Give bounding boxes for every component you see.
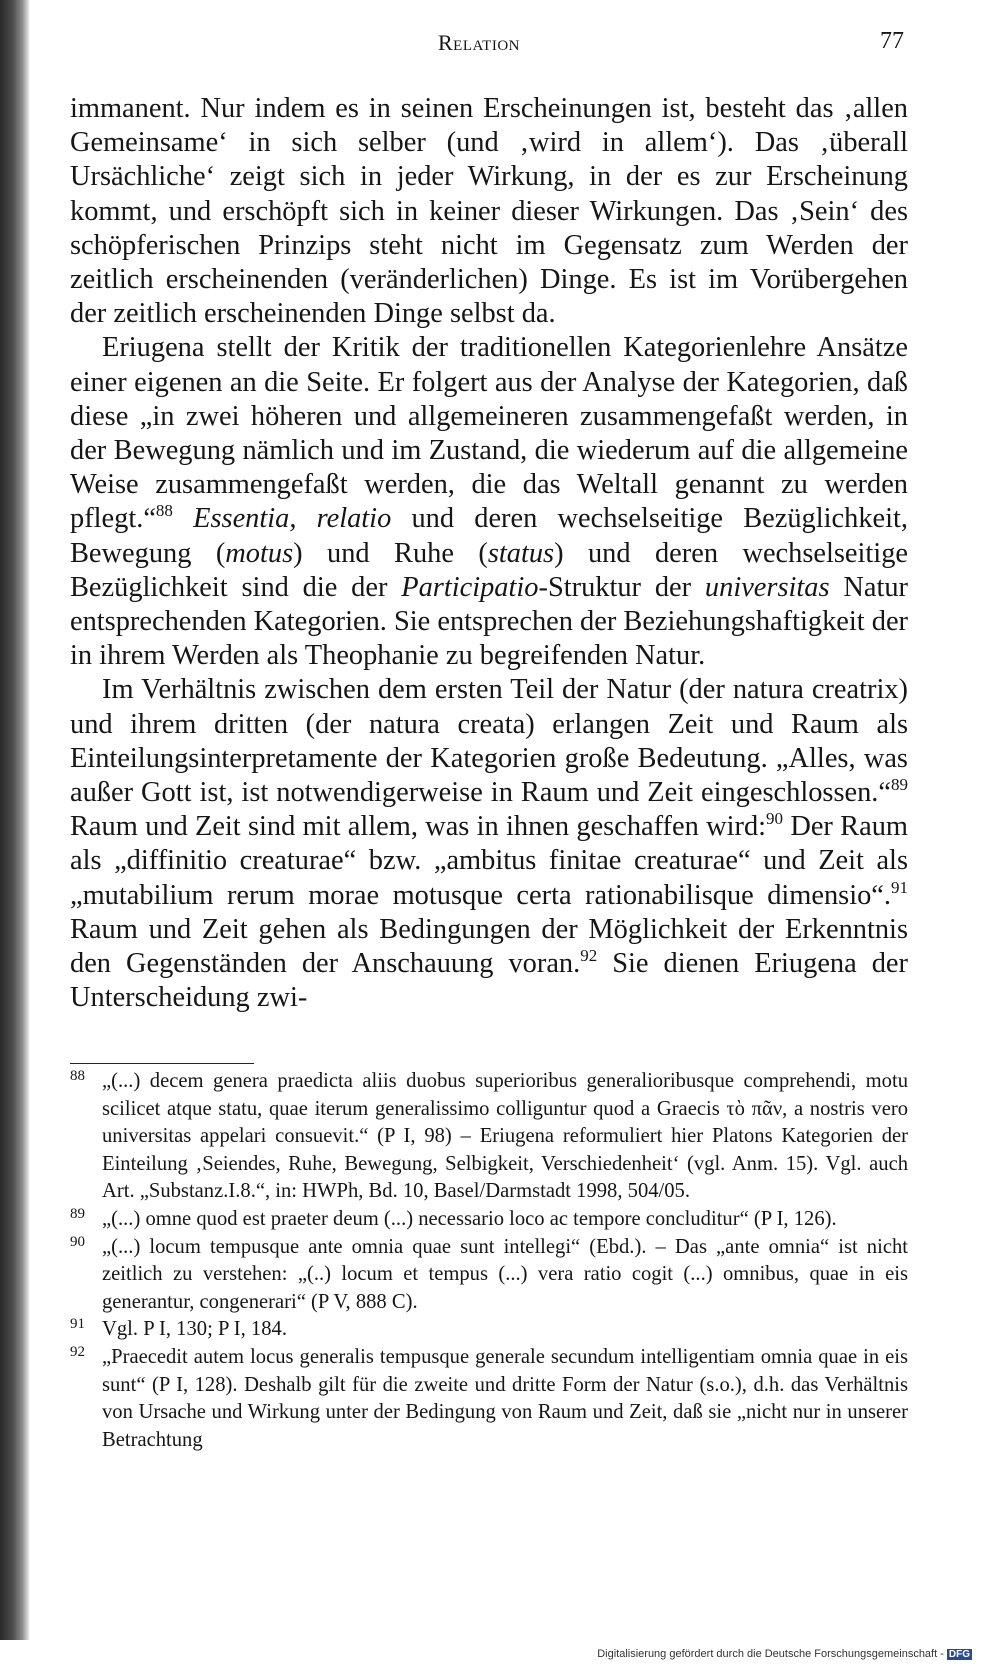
footnote-90 (70, 1234, 908, 1317)
paragraph-1: immanent. Nur indem es in seinen Erscheinungen ist, besteht das ‚allen Gemeinsame‘ in sich selber (und ‚wird in allem‘). Das ‚überall Ursächliche‘ zeigt sich in jeder Wirkung, in der es zur Erscheinung kommt, und erschöpft sich in keiner dieser Wirkungen. Das ‚Sein‘ des schöpferischen Prinzips steht nicht im Gegensatz zum Werden der zeitlich erscheinenden (veränderlichen) Dinge. Es ist im Vorübergehen der zeitlich erscheinenden Dinge selbst da. (70, 93, 908, 330)
running-head (0, 28, 1000, 60)
digitization-credit-strip (0, 1640, 1000, 1670)
footnote-number: 88 (70, 1068, 85, 1084)
footnote-92 (70, 1344, 908, 1454)
footnote-text: „(...) omne quod est praeter deum (...) necessario loco ac tempore concluditur“ (P I, 126). (102, 1207, 837, 1230)
dfg-logo-icon: DFG (948, 1648, 970, 1660)
digitization-credit: Digitalisierung gefördert durch die Deutsche Forschungsgemeinschaft - DFG (597, 1648, 970, 1660)
footnote-text: „(...) locum tempusque ante omnia quae sunt intellegi“ (Ebd.). – Das „ante omnia“ ist nicht zeitlich zu verstehen: „(..) locum et tempus (...) vera ratio cogit (...) omnibus, quae in eis generantur, congenerari“ (P V, 888 C). (102, 1235, 908, 1313)
footnote-number: 91 (70, 1316, 85, 1333)
footnotes (70, 1068, 908, 1454)
footnote-separator (70, 1063, 254, 1064)
footnote-ref-89[interactable]: 89 (891, 775, 908, 795)
footnote-number: 90 (70, 1233, 85, 1250)
running-title: Relation (438, 30, 520, 55)
page-number: 77 (880, 28, 904, 54)
footnote-91 (70, 1316, 908, 1344)
paragraph-3: Im Verhältnis zwischen dem ersten Teil der Natur (der natura creatrix) und ihrem dritten (der natura creata) erlangen Zeit und Raum als Einteilungsinterpretamente der Kategorien große Bedeutung. „Alles, was außer Gott ist, ist notwendigerweise in Raum und Zeit eingeschlossen.“$^{89}$ Raum und Zeit sind mit allem, was in ihnen geschaffen wird:$^{90}$ Der Raum als „diffinitio creaturae“ bzw. „ambitus finitae creaturae“ und Zeit als „mutabilium rerum morae motusque certa rationabilisque dimensio“.$^{91}$ Raum und Zeit gehen als Bedingungen der Möglichkeit der Erkenntnis den Gegenständen der Anschauung voran.$^{92}$ Sie dienen Eriugena der Unterscheidung zwi- (70, 674, 908, 1014)
footnote-ref-88[interactable]: 88 (155, 501, 173, 521)
footnote-text: „(...) decem genera praedicta aliis duobus superioribus generalioribusque comprehendi, motu scilicet atque statu, quae iterum generalissimo colliguntur quod a Graecis τὸ πᾶν, a nostris vero universitas appelari consuevit.“ (P I, 98) – Eriugena reformuliert hier Platons Kategorien der Einteilung ‚Seiendes, Ruhe, Bewegung, Selbigkeit, Verschiedenheit‘ (vgl. Anm. 15). Vgl. auch Art. „Substanz.I.8.“, in: HWPh, Bd. 10, Basel/Darmstadt 1998, 504/05. (102, 1070, 908, 1203)
footnote-ref-92[interactable]: 92 (580, 946, 598, 966)
footnote-ref-91[interactable]: 91 (891, 877, 908, 897)
footnote-text: Vgl. P I, 130; P I, 184. (102, 1318, 287, 1341)
footnote-text: „Praecedit autem locus generalis tempusque generale secundum intelligentiam omnia quae in eis sunt“ (P I, 128). Deshalb gilt für die zweite und dritte Form der Natur (s.o.), d.h. das Verhältnis von Ursache und Wirkung unter der Bedingung von Raum und Zeit, daß sie „nicht nur in unserer Betrachtung (102, 1345, 908, 1451)
footnote-number: 89 (70, 1205, 85, 1222)
footnote-88 (70, 1068, 908, 1206)
paragraph-2: Eriugena stellt der Kritik der traditionellen Kategorienlehre Ansätze einer eigenen an die Seite. Er folgert aus der Analyse der Kategorien, daß diese „in zwei höheren und allgemeineren zusammengefaßt werden, in der Bewegung nämlich und im Zustand, die wiederum auf die allgemeine Weise zusammengefaßt werden, die das Weltall genannt zu werden pflegt.“$^{88}$ Essentia, relatio und deren wechselseitige Bezüglichkeit, Bewegung (motus) und Ruhe (status) und deren wechselseitige Bezüglichkeit sind die der Participatio-Struktur der universitas Natur entsprechenden Kategorien. Sie entsprechen der Beziehungshaftigkeit der in ihrem Werden als Theophanie zu begreifenden Natur. (70, 332, 909, 672)
footnote-89 (70, 1206, 908, 1234)
footnote-number: 92 (70, 1343, 85, 1360)
book-binding-edge (0, 0, 30, 1670)
footnote-ref-90[interactable]: 90 (766, 809, 784, 829)
body-text (70, 92, 908, 1015)
